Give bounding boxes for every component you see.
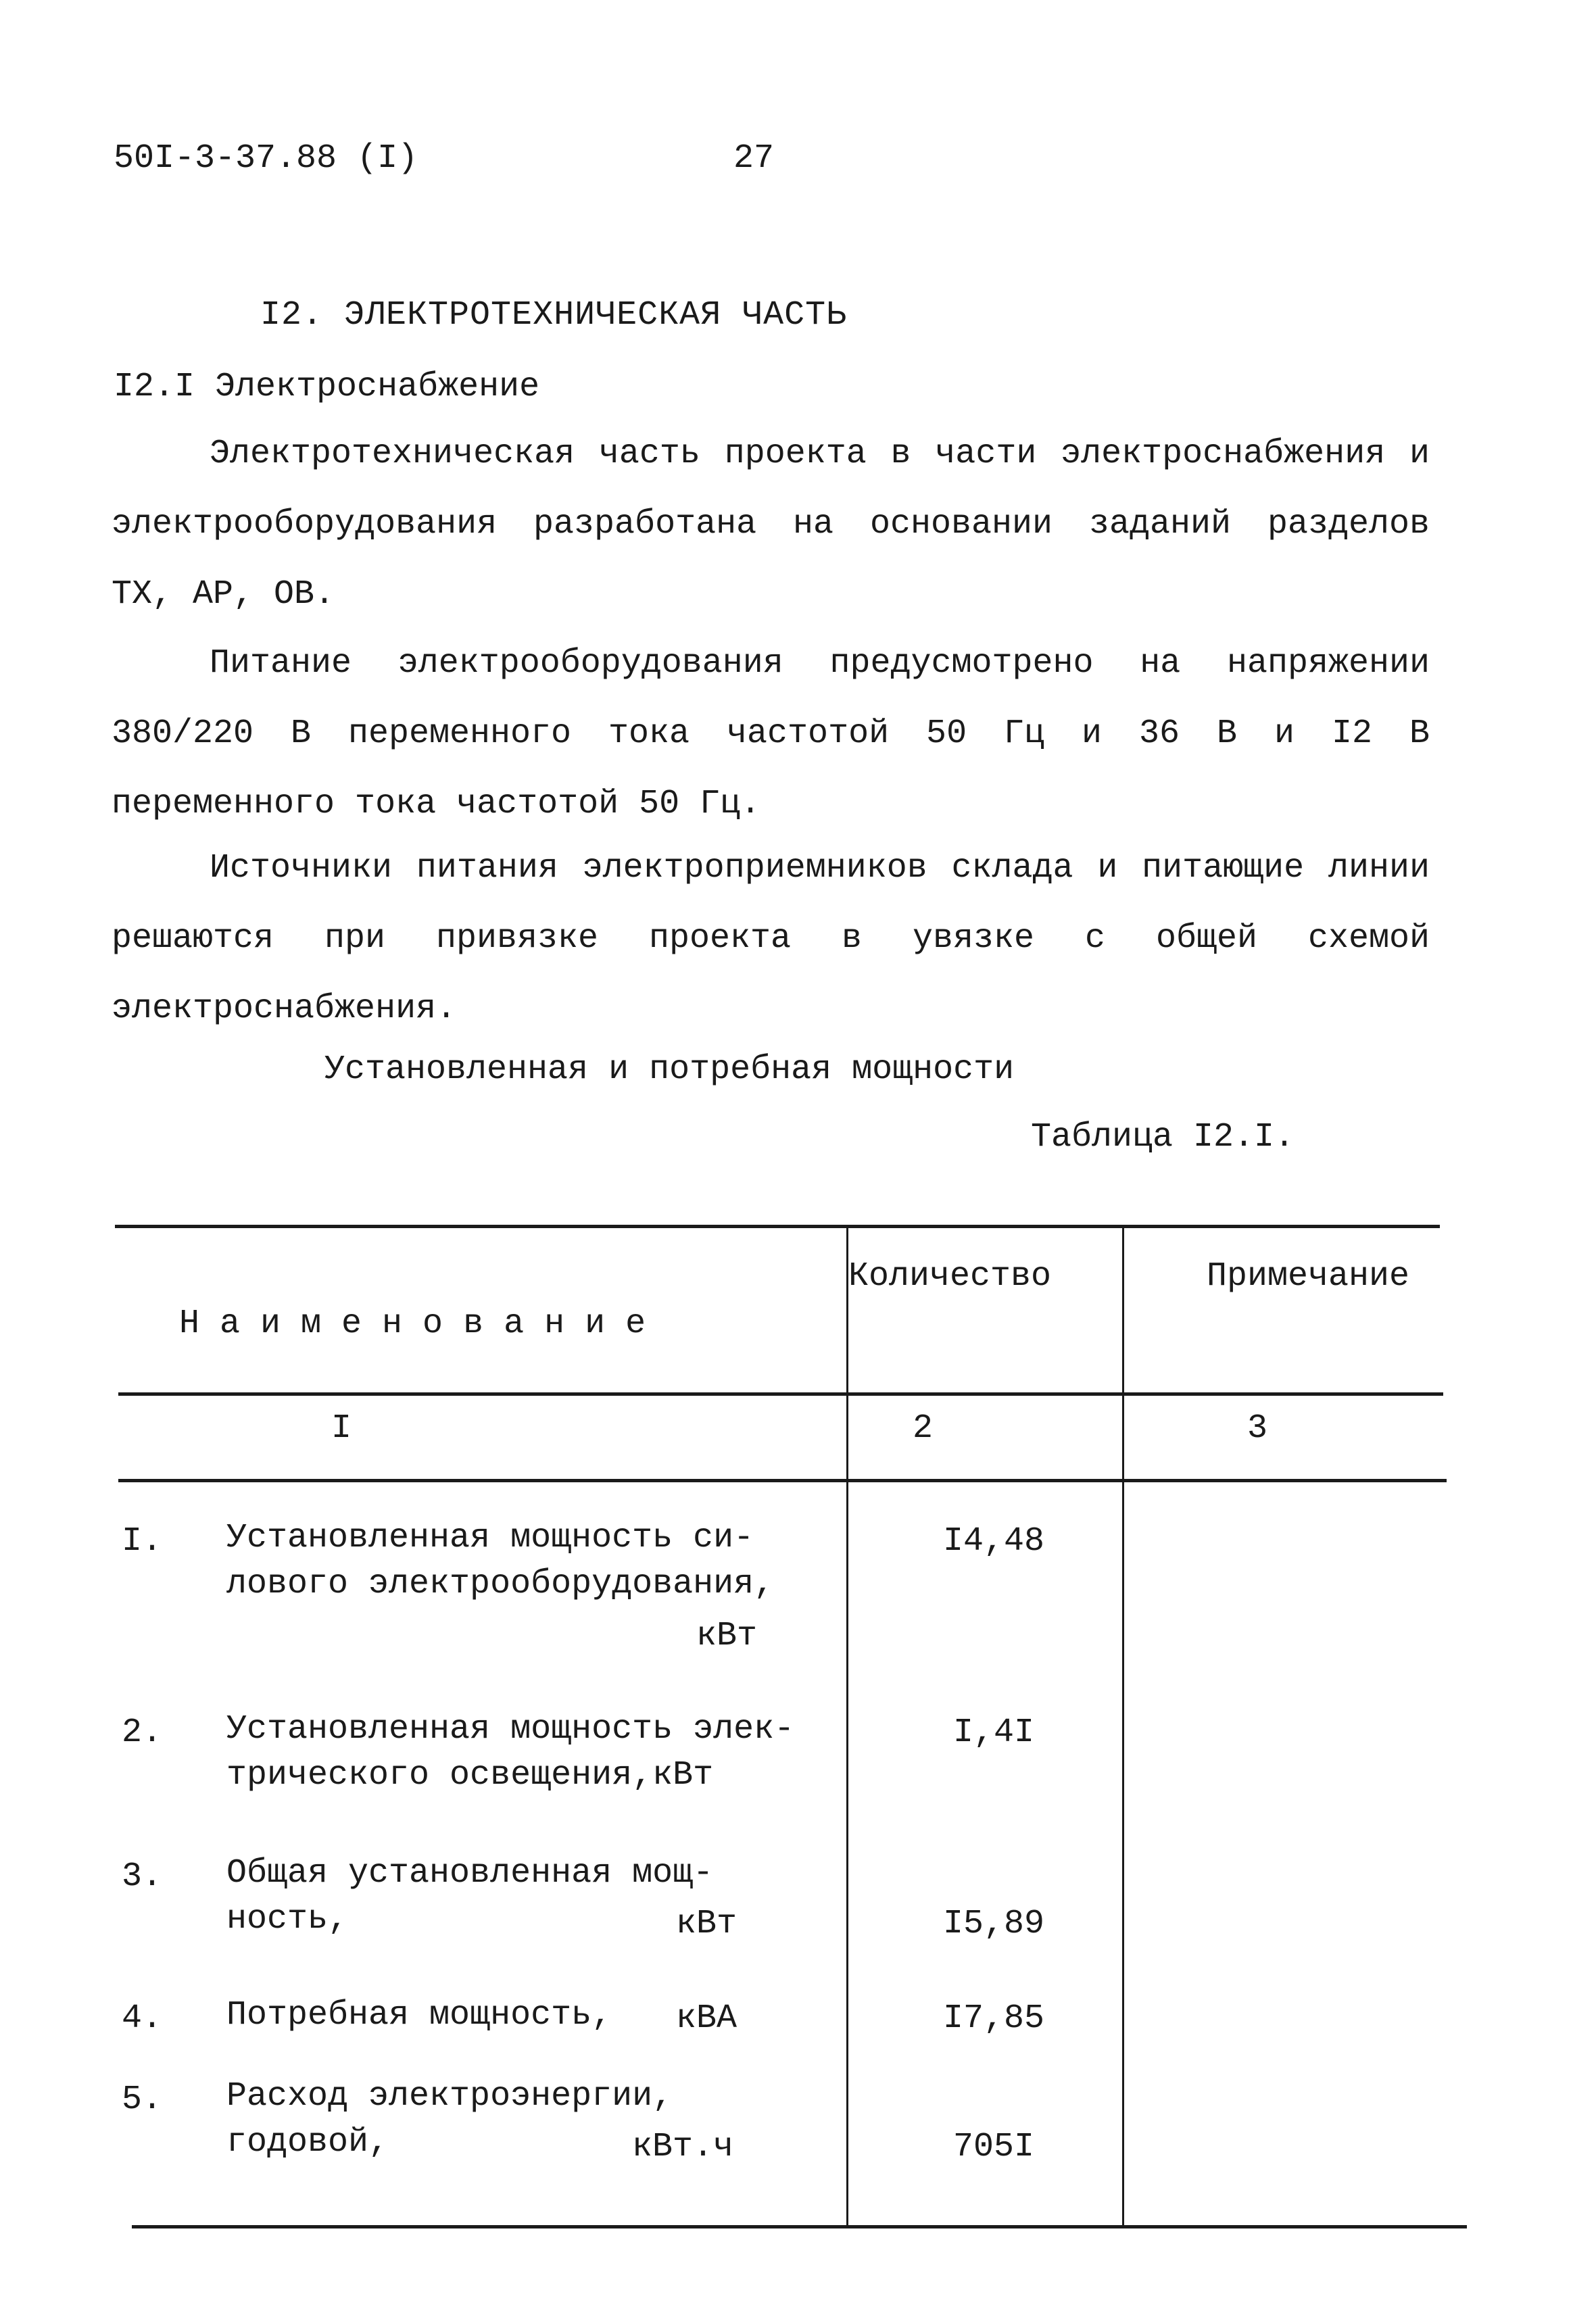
document-code: 50I-3-37.88 (I) <box>114 139 418 178</box>
table-caption: Установленная и потребная мощности <box>324 1050 1015 1089</box>
row-value: 705I <box>952 2128 1035 2166</box>
header-note: Примечание <box>1207 1257 1410 1296</box>
row-unit: кВА <box>676 1999 737 2038</box>
paragraph-2 <box>112 629 1430 839</box>
paragraph-1 <box>112 419 1430 630</box>
paragraph-1-text: Электротехническая часть проекта в части электроснабжения и электрооборудования разработана на основании заданий разделов ТХ, АР, ОВ. <box>112 435 1430 614</box>
row-number: 3. <box>122 1857 163 1896</box>
paragraph-3 <box>112 833 1430 1044</box>
row-name: Установленная мощность си- лового электрооборудования, <box>226 1519 775 1603</box>
header-quantity: Количество <box>848 1257 1052 1296</box>
column-number-2: 2 <box>913 1409 934 1448</box>
row-value: I,4I <box>952 1713 1035 1752</box>
subsection-title: I2.I Электроснабжение <box>114 368 540 406</box>
table-bottom-rule <box>132 2225 1467 2228</box>
row-unit: кВт.ч <box>632 2128 734 2166</box>
column-number-3: 3 <box>1247 1409 1268 1448</box>
paragraph-2-text: Питание электрооборудования предусмотрено на напряжении 380/220 В переменного тока частотой 50 Гц и 36 В и I2 В переменного тока частотой 50 Гц. <box>112 644 1430 823</box>
page-number: 27 <box>733 139 775 178</box>
table-header-rule <box>118 1392 1443 1396</box>
row-number: 2. <box>122 1713 163 1752</box>
table-col-divider-1 <box>846 1225 848 2225</box>
table-top-rule <box>115 1225 1440 1228</box>
row-unit: кВт <box>696 1617 758 1655</box>
row-value: I7,85 <box>942 1999 1045 2038</box>
table-numbers-rule <box>118 1479 1447 1482</box>
row-value: I5,89 <box>942 1905 1045 1943</box>
row-number: I. <box>122 1522 163 1561</box>
row-name: Установленная мощность элек- трического освещения,кВт <box>226 1710 795 1795</box>
table-col-divider-2 <box>1122 1225 1124 2225</box>
header-name: Н а и м е н о в а н и е <box>179 1305 646 1343</box>
row-name: Потребная мощность, <box>226 1996 612 2034</box>
row-unit: кВт <box>676 1905 737 1943</box>
row-name: Расход электроэнергии, годовой, <box>226 2077 673 2162</box>
column-number-1: I <box>331 1409 352 1448</box>
row-number: 4. <box>122 1999 163 2038</box>
section-title: I2. ЭЛЕКТРОТЕХНИЧЕСКАЯ ЧАСТЬ <box>260 296 848 335</box>
paragraph-3-text: Источники питания электроприемников склада и питающие линии решаются при привязке проекта в увязке с общей схемой электроснабжения. <box>112 849 1430 1028</box>
row-name: Общая установленная мощ- ность, <box>226 1854 714 1939</box>
row-value: I4,48 <box>942 1522 1045 1561</box>
row-number: 5. <box>122 2080 163 2119</box>
table-number: Таблица I2.I. <box>1031 1118 1295 1156</box>
